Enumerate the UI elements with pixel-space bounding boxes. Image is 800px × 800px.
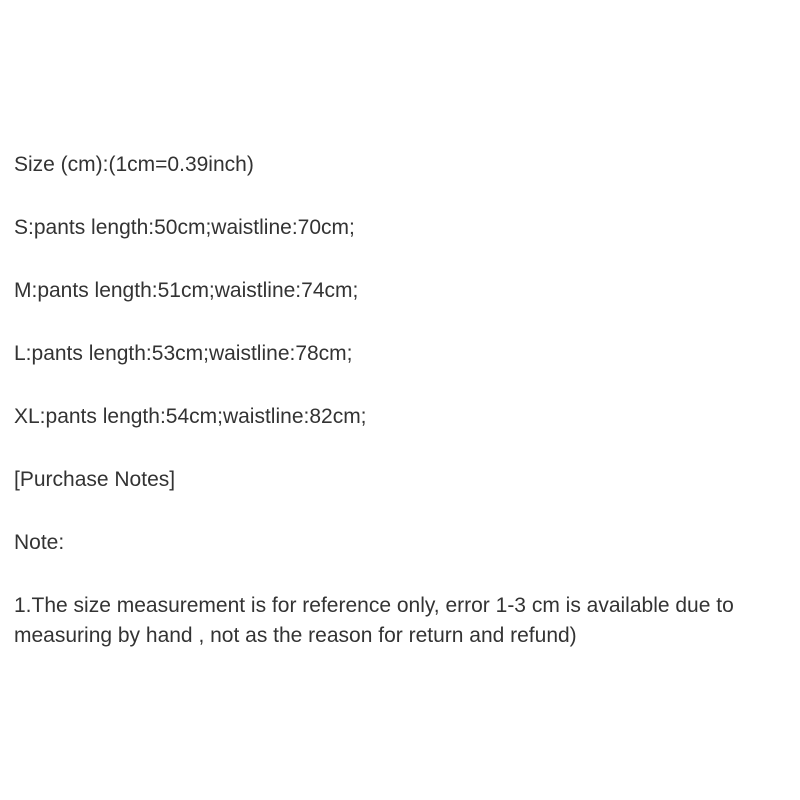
size-header: Size (cm):(1cm=0.39inch) xyxy=(14,153,254,176)
size-row-s: S:pants length:50cm;waistline:70cm; xyxy=(14,216,355,239)
size-row-l: L:pants length:53cm;waistline:78cm; xyxy=(14,342,353,365)
size-row-m: M:pants length:51cm;waistline:74cm; xyxy=(14,279,359,302)
size-row-xl: XL:pants length:54cm;waistline:82cm; xyxy=(14,405,367,428)
size-chart-document xyxy=(14,150,794,651)
note-label: Note: xyxy=(14,531,65,554)
purchase-notes-heading: [Purchase Notes] xyxy=(14,468,176,491)
note-item-1: 1.The size measurement is for reference only, error 1-3 cm is available due to measuring by hand , not as the reason for return and refund) xyxy=(14,594,734,647)
